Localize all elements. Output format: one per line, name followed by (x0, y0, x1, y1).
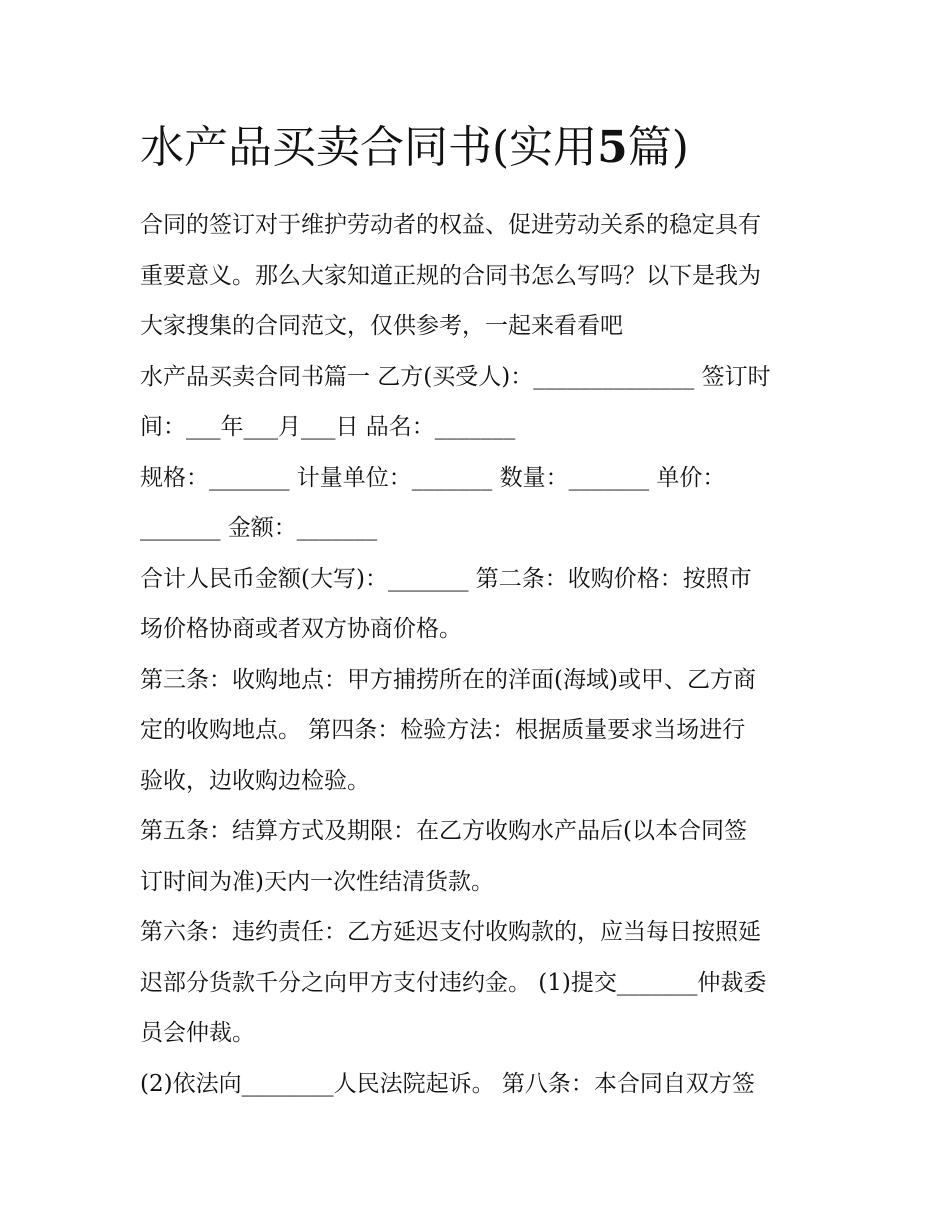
title-main: 水产品买卖合同书(实用 (140, 122, 598, 173)
body-line: 场价格协商或者双方协商价格。 (140, 616, 462, 642)
body-line: 合同的签订对于维护劳动者的权益、促进劳动关系的稳定具有 (140, 212, 761, 238)
body-line: 规格：_______ 计量单位：_______ 数量：_______ 单价： (140, 464, 726, 491)
body-line: 验收，边收购边检验。 (140, 767, 370, 794)
body-line: 员会仲裁。 (140, 1020, 255, 1046)
body-line: 第六条：违约责任：乙方延迟支付收购款的，应当每日按照延 (140, 919, 761, 945)
body-line: 订时间为准)天内一次性结清货款。 (140, 868, 494, 895)
title-end: 篇) (627, 122, 689, 173)
title-number: 5 (597, 122, 628, 173)
body-line: 重要意义。那么大家知道正规的合同书怎么写吗？以下是我为 (140, 262, 761, 289)
document-title (140, 118, 840, 178)
body-line: 水产品买卖合同书篇一 乙方(买受人)：______________ 签订时 (140, 363, 771, 390)
document-body (140, 200, 820, 1109)
body-line: 第三条：收购地点：甲方捕捞所在的洋面(海域)或甲、乙方商 (140, 666, 756, 693)
body-line: 第五条：结算方式及期限：在乙方收购水产品后(以本合同签 (140, 818, 747, 844)
body-line: _______ 金额：_______ (140, 515, 378, 541)
body-line: (2)依法向________人民法院起诉。 第八条：本合同自双方签 (140, 1070, 755, 1097)
body-line: 定的收购地点。 第四条：检验方法：根据质量要求当场进行 (140, 717, 746, 743)
body-line: 间：___年___月___日 品名：_______ (140, 414, 516, 440)
body-line: 大家搜集的合同范文，仅供参考，一起来看看吧 (140, 313, 623, 339)
body-line: 合计人民币金额(大写)：_______ 第二条：收购价格：按照市 (140, 565, 752, 592)
body-line: 迟部分货款千分之向甲方支付违约金。 (1)提交_______仲裁委 (140, 969, 767, 996)
